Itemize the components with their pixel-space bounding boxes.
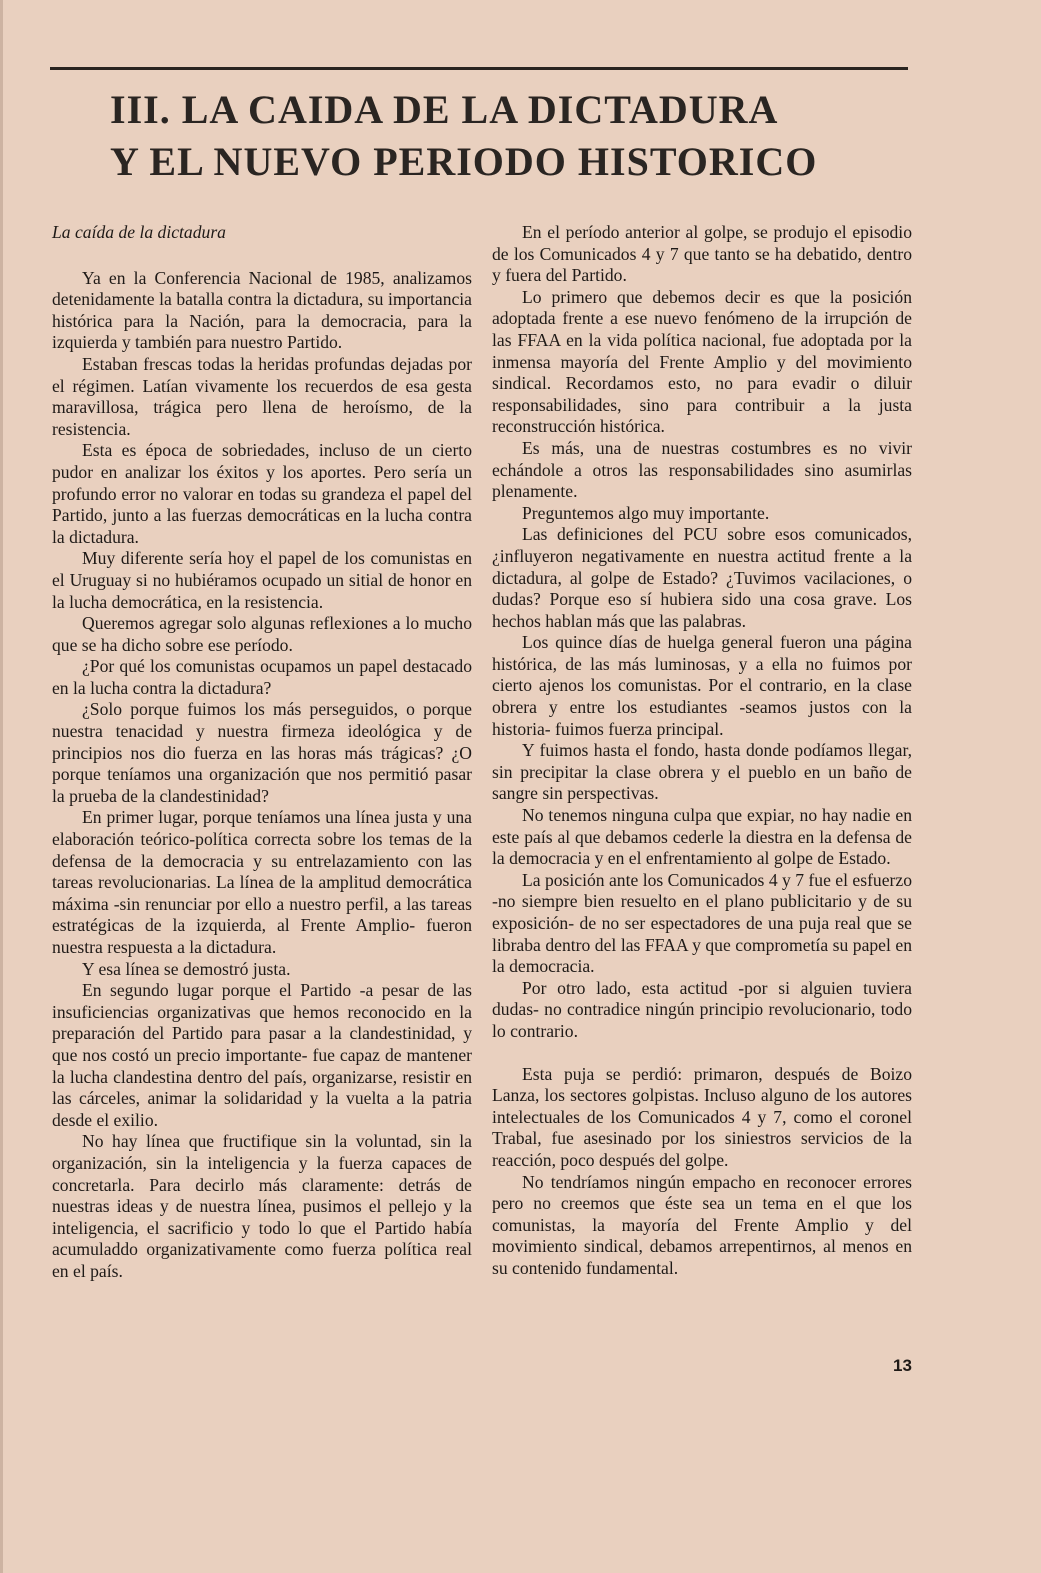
paragraph: Los quince días de huelga general fueron una página histórica, de las más luminosas, y a ella no fuimos por cierto ajenos los comunistas. Por el contrario, en la clase obrera y entre los estudiantes -seamos justos con la historia- fuimos fuerza principal. — [492, 632, 912, 739]
paragraph: Y esa línea se demostró justa. — [82, 958, 291, 979]
right-column — [492, 222, 912, 1280]
paragraph: Lo primero que debemos decir es que la posición adoptada frente a ese nuevo fenómeno de la irrupción de las FFAA en la vida política nacional, fue adoptada por la inmensa mayoría del Frente Amplio y del movimiento sindical. Recordamos esto, no para evadir o diluir responsabilidades, sino para contribuir a la justa reconstrucción histórica. — [492, 286, 912, 437]
paragraph: Ya en la Conferencia Nacional de 1985, analizamos detenidamente la batalla contra la dictadura, su importancia histórica para la Nación, para la democracia, para la izquierda y también para nuestro Partido. — [52, 267, 472, 353]
paragraph: Esta puja se perdió: primaron, después de Boizo Lanza, los sectores golpistas. Incluso alguno de los autores intelectuales de los Comunicados 4 y 7, como el coronel Trabal, fue asesinado por los siniestros servicios de la reacción, poco después del golpe. — [492, 1063, 912, 1170]
paragraph: Es más, una de nuestras costumbres es no vivir echándole a otros las responsabilidades sino asumirlas plenamente. — [492, 437, 912, 502]
paragraph: Estaban frescas todas la heridas profundas dejadas por el régimen. Latían vivamente los recuerdos de esa gesta maravillosa, trágica pero llena de heroísmo, de la resistencia. — [52, 353, 472, 439]
paragraph: Preguntemos algo muy importante. — [522, 502, 770, 523]
paragraph: Y fuimos hasta el fondo, hasta donde podíamos llegar, sin precipitar la clase obrera y el pueblo en un baño de sangre sin perspectivas. — [492, 740, 912, 804]
page-number: 13 — [893, 1356, 912, 1375]
chapter-title-line-1: III. LA CAIDA DE LA DICTADURA — [110, 87, 779, 132]
left-column — [52, 222, 472, 1283]
paragraph: No hay línea que fructifique sin la voluntad, sin la organización, sin la inteligencia y la fuerza capaces de concretarla. Para decirlo más claramente: detrás de nuestras ideas y de nuestra línea, pusimos el pellejo y la inteligencia, el sacrificio y todo lo que el Partido había acumuladdo organizativamente como fuerza política real en el país. — [52, 1131, 472, 1281]
paragraph: Esta es época de sobriedades, incluso de un cierto pudor en analizar los éxitos y los aportes. Pero sería un profundo error no valorar en todas su grandeza el papel del Partido, junto a las fuerzas democráticas en la lucha contra la dictadura. — [52, 440, 472, 547]
paragraph: No tenemos ninguna culpa que expiar, no hay nadie en este país al que debamos cederle la diestra en la defensa de la democracia y en el enfrentamiento al golpe de Estado. — [492, 805, 912, 869]
paragraph: La posición ante los Comunicados 4 y 7 fue el esfuerzo -no siempre bien resuelto en el plano publicitario y de su exposición- de no ser espectadores de una puja real que se libraba dentro del las FFAA y que comprometía su papel en la democracia. — [492, 869, 912, 977]
paragraph: ¿Solo porque fuimos los más perseguidos, o porque nuestra tenacidad y nuestra firmeza ideológica y de principios nos dio fuerza en las horas más trágicas? ¿O porque teníamos una organización que nos permitió pasar la prueba de la clandestinidad? — [52, 699, 472, 806]
paragraph: Queremos agregar solo algunas reflexiones a lo mucho que se ha dicho sobre ese período. — [52, 613, 472, 655]
section-heading: La caída de la dictadura — [52, 222, 226, 242]
chapter-title-line-2: Y EL NUEVO PERIODO HISTORICO — [110, 139, 818, 184]
chapter-title — [110, 84, 910, 188]
paragraph: En primer lugar, porque teníamos una línea justa y una elaboración teórico-política correcta sobre los temas de la defensa de la democracia y su entrelazamiento con las tareas revolucionarias. La línea de la amplitud democrática máxima -sin renunciar por ello a nuestro perfil, a las tareas estratégicas de la izquierda, al Frente Amplio- fueron nuestra respuesta a la dictadura. — [52, 807, 472, 957]
paragraph: En segundo lugar porque el Partido -a pesar de las insuficiencias organizativas que hemos reconocido en la preparación del Partido para pasar a la clandestinidad, y que nos costó un precio importante- fue capaz de mantener la lucha clandestina dentro del país, organizarse, resistir en las cárceles, animar la solidaridad y la vuelta a la patria desde el exilio. — [52, 980, 472, 1130]
paragraph: Por otro lado, esta actitud -por si alguien tuviera dudas- no contradice ningún principio revolucionario, todo lo contrario. — [492, 977, 912, 1041]
top-rule — [50, 67, 908, 70]
paragraph: Las definiciones del PCU sobre esos comunicados, ¿influyeron negativamente en nuestra actitud frente a la dictadura, al golpe de Estado? ¿Tuvimos vacilaciones, o dudas? Porque eso sí hubiera sido una cosa grave. Los hechos hablan más que las palabras. — [492, 524, 912, 631]
page-edge — [0, 0, 3, 1573]
paragraph: En el período anterior al golpe, se produjo el episodio de los Comunicados 4 y 7 que tanto se ha debatido, dentro y fuera del Partido. — [492, 222, 912, 286]
paragraph: ¿Por qué los comunistas ocupamos un papel destacado en la lucha contra la dictadura? — [52, 656, 472, 698]
paragraph: No tendríamos ningún empacho en reconocer errores pero no creemos que éste sea un tema en el que los comunistas, la mayoría del Frente Amplio y del movimiento sindical, debamos arrepentirnos, al menos en su contenido fundamental. — [492, 1171, 912, 1278]
paragraph: Muy diferente sería hoy el papel de los comunistas en el Uruguay si no hubiéramos ocupado un sitial de honor en la lucha democrática, en la resistencia. — [52, 548, 472, 612]
